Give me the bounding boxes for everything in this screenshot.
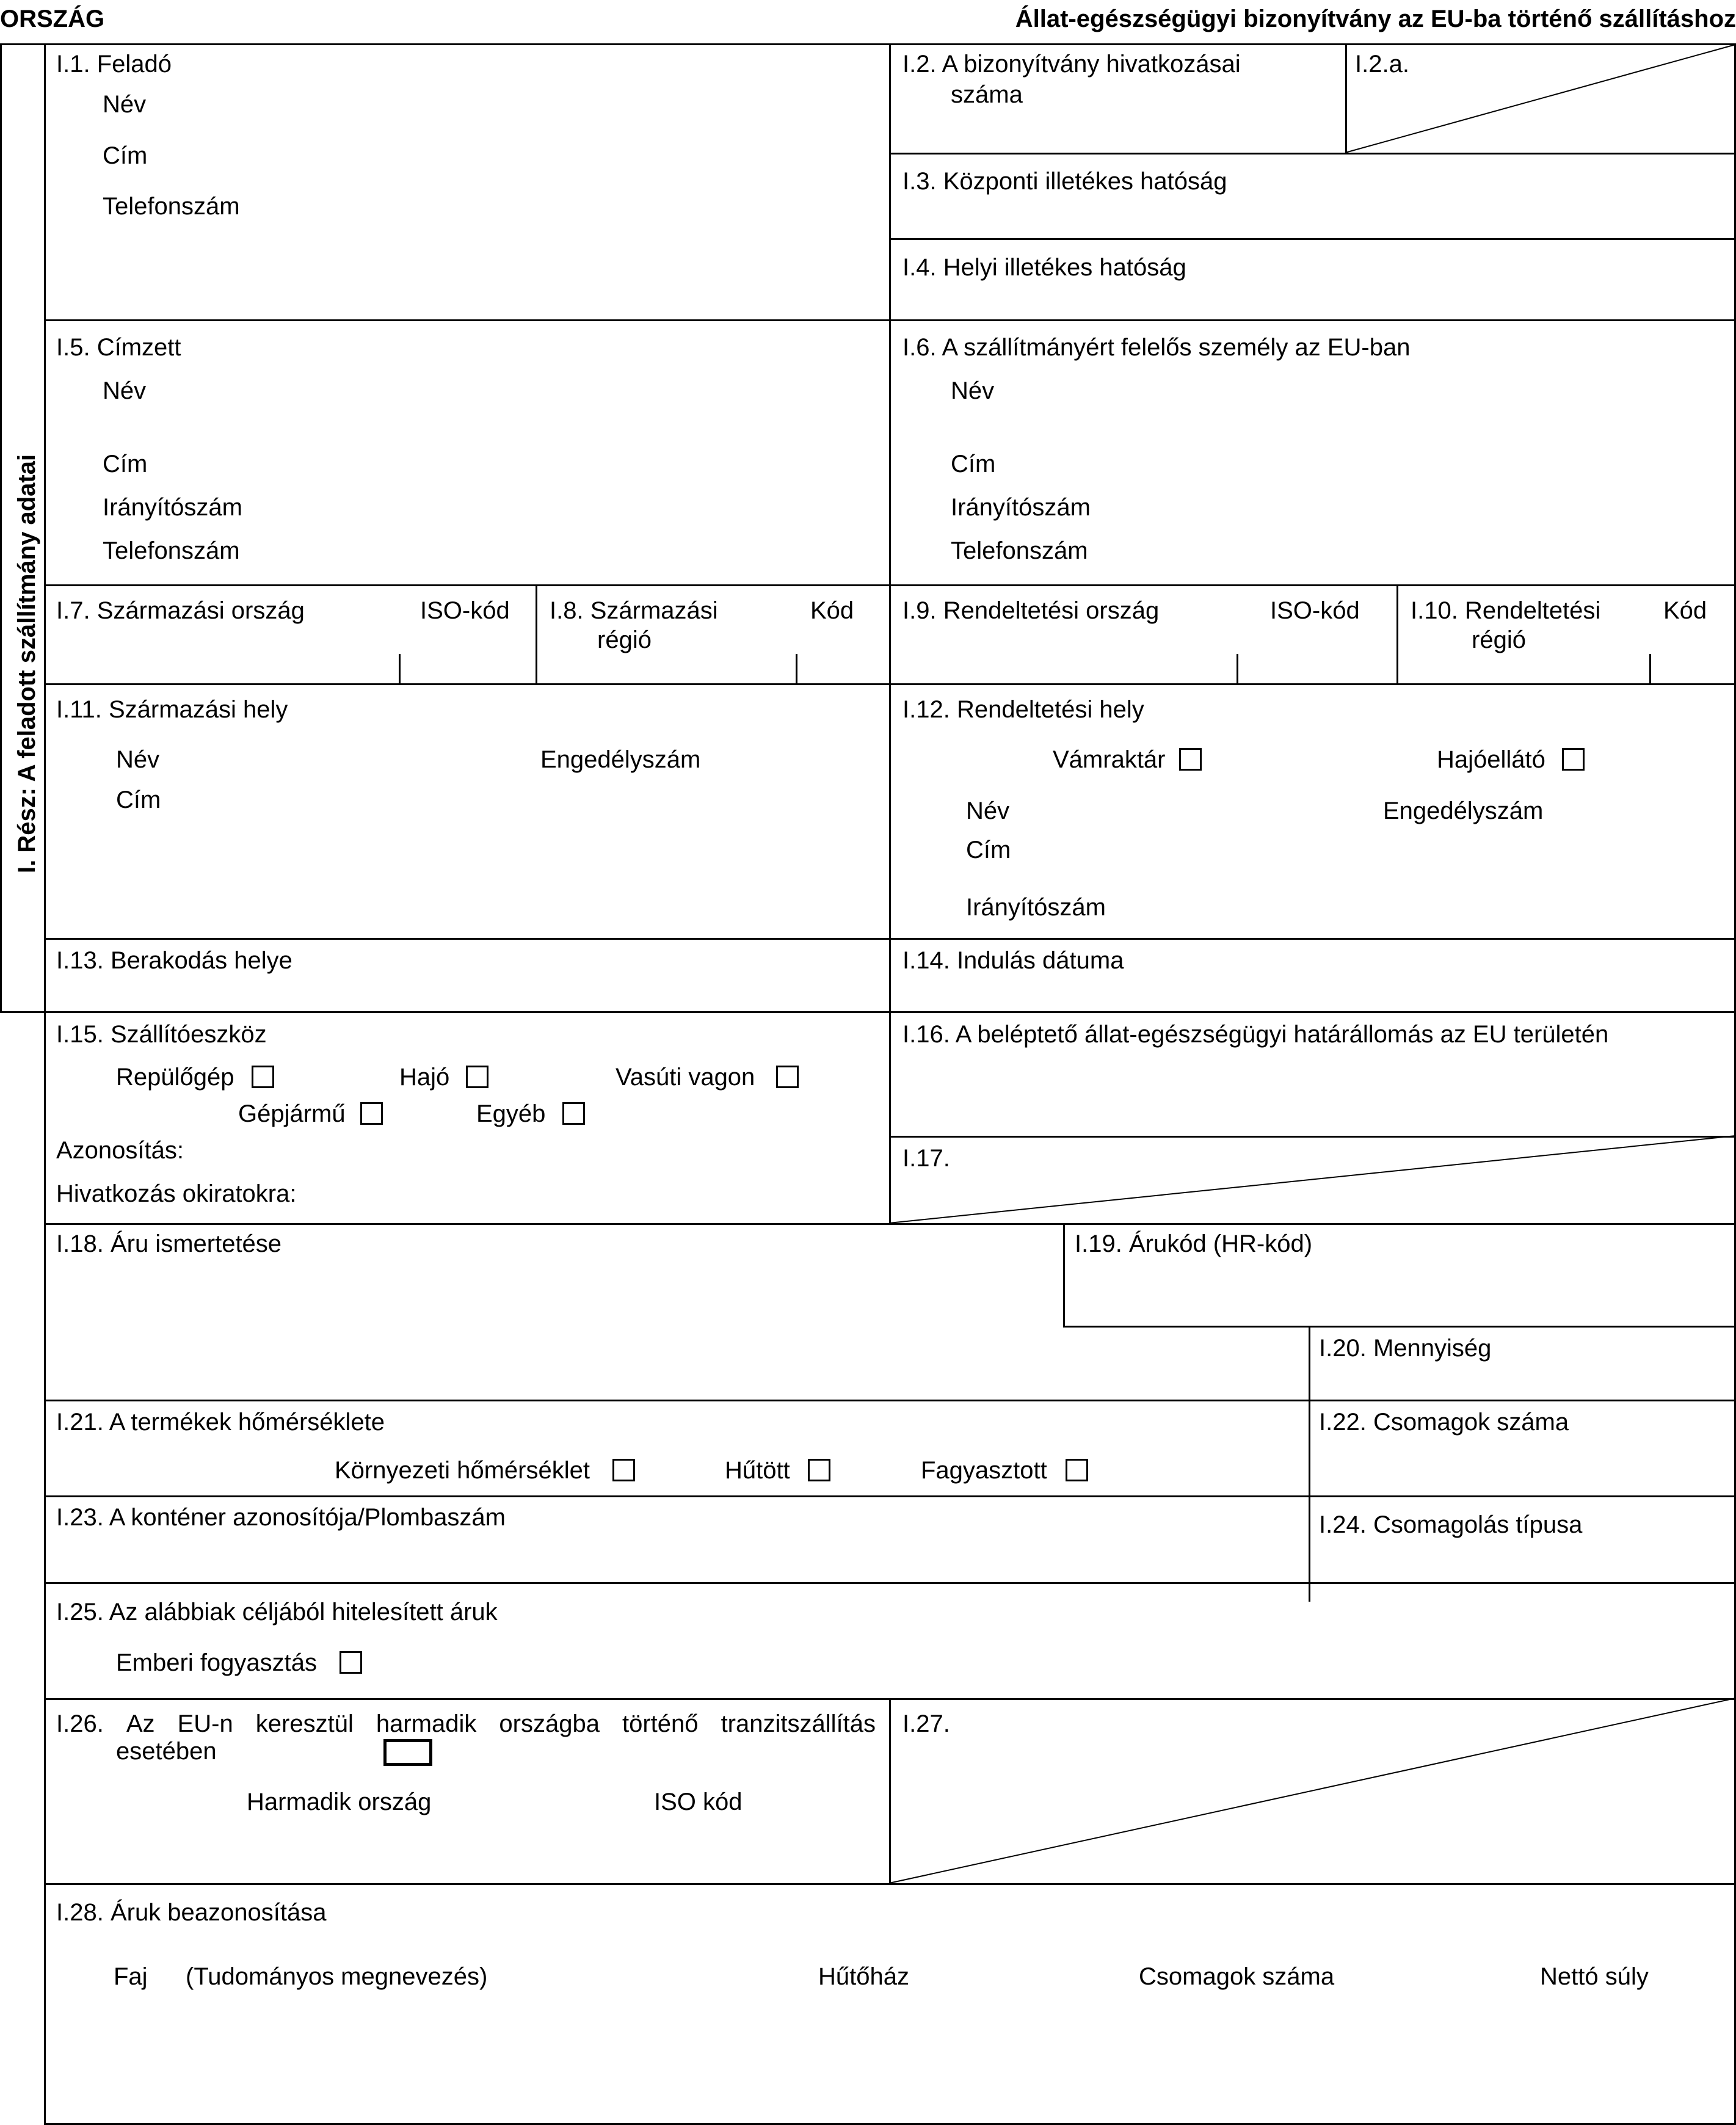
field-i2-label: I.2. A bizonyítvány hivatkozásai bbox=[903, 51, 1241, 78]
certificate-title: Állat-egészségügyi bizonyítvány az EU-ba történő szállításhoz bbox=[1015, 5, 1736, 32]
field-i4-label: I.4. Helyi illetékes hatóság bbox=[903, 254, 1186, 281]
field-i10-label-line2: régió bbox=[1472, 627, 1526, 653]
ship-checkbox[interactable] bbox=[466, 1066, 488, 1088]
field-i20-label: I.20. Mennyiség bbox=[1319, 1335, 1492, 1362]
field-i9-code: ISO-kód bbox=[1270, 597, 1360, 624]
field-i22-label: I.22. Csomagok száma bbox=[1319, 1409, 1569, 1436]
origin-name-label: Név bbox=[116, 746, 160, 773]
scientific-name-column-header: (Tudományos megnevezés) bbox=[186, 1963, 488, 1990]
other-transport-checkbox[interactable] bbox=[562, 1102, 585, 1125]
i26-word: Az bbox=[126, 1710, 155, 1737]
field-i19-label: I.19. Árukód (HR-kód) bbox=[1075, 1230, 1313, 1257]
identification-label: Azonosítás: bbox=[56, 1137, 184, 1164]
i26-word: EU-n bbox=[177, 1710, 233, 1737]
road-vehicle-checkbox[interactable] bbox=[360, 1102, 383, 1125]
cold-store-column-header: Hűtőház bbox=[818, 1963, 909, 1990]
net-weight-column-header: Nettó súly bbox=[1540, 1963, 1649, 1990]
i26-word: országba bbox=[499, 1710, 600, 1737]
aircraft-label: Repülőgép bbox=[116, 1064, 234, 1091]
i26-word: tranzitszállítás bbox=[721, 1710, 876, 1737]
aircraft-checkbox[interactable] bbox=[252, 1066, 274, 1088]
field-i25-label: I.25. Az alábbiak céljából hitelesített áruk bbox=[56, 1599, 498, 1626]
responsible-phone-label: Telefonszám bbox=[951, 537, 1088, 564]
field-i10-code: Kód bbox=[1663, 597, 1707, 624]
consignor-address-label: Cím bbox=[103, 142, 148, 169]
consignee-name-label: Név bbox=[103, 377, 147, 404]
railway-wagon-checkbox[interactable] bbox=[776, 1066, 799, 1088]
number-of-packages-column-header: Csomagok száma bbox=[1139, 1963, 1335, 1990]
field-i7-code: ISO-kód bbox=[420, 597, 510, 624]
field-i18-label: I.18. Áru ismertetése bbox=[56, 1230, 282, 1257]
responsible-postcode-label: Irányítószám bbox=[951, 494, 1091, 521]
documentary-references-label: Hivatkozás okiratokra: bbox=[56, 1180, 297, 1207]
human-consumption-label: Emberi fogyasztás bbox=[116, 1649, 318, 1676]
destination-name-label: Név bbox=[966, 797, 1010, 824]
field-i10-label: I.10. Rendeltetési bbox=[1411, 597, 1601, 624]
field-i9-label: I.9. Rendeltetési ország bbox=[903, 597, 1160, 624]
destination-approval-label: Engedélyszám bbox=[1383, 797, 1544, 824]
customs-warehouse-checkbox[interactable] bbox=[1179, 748, 1202, 771]
field-i26-label-line2: esetében bbox=[116, 1738, 217, 1765]
destination-address-label: Cím bbox=[966, 837, 1011, 863]
field-i1-label: I.1. Feladó bbox=[56, 51, 172, 78]
field-i2a-label: I.2.a. bbox=[1355, 51, 1409, 78]
human-consumption-checkbox[interactable] bbox=[340, 1651, 362, 1674]
consignee-address-label: Cím bbox=[103, 451, 148, 478]
frozen-label: Fagyasztott bbox=[921, 1457, 1047, 1484]
field-i15-label: I.15. Szállítóeszköz bbox=[56, 1021, 267, 1048]
field-i27-label: I.27. bbox=[903, 1710, 950, 1737]
field-i8-label: I.8. Származási bbox=[550, 597, 718, 624]
field-i8-code: Kód bbox=[810, 597, 854, 624]
field-i6-label: I.6. A szállítmányért felelős személy az EU-ban bbox=[903, 334, 1411, 361]
other-transport-label: Egyéb bbox=[476, 1100, 546, 1127]
ambient-temperature-checkbox[interactable] bbox=[612, 1459, 635, 1481]
field-i8-label-line2: régió bbox=[597, 627, 652, 653]
consignor-phone-label: Telefonszám bbox=[103, 193, 240, 220]
field-i17-label: I.17. bbox=[903, 1145, 950, 1172]
ship-label: Hajó bbox=[399, 1064, 450, 1091]
ship-supplier-checkbox[interactable] bbox=[1562, 748, 1585, 771]
third-country-label: Harmadik ország bbox=[247, 1789, 432, 1815]
field-i28-label: I.28. Áruk beazonosítása bbox=[56, 1899, 327, 1926]
field-i23-label: I.23. A konténer azonosítója/Plombaszám bbox=[56, 1504, 506, 1531]
consignee-phone-label: Telefonszám bbox=[103, 537, 240, 564]
railway-wagon-label: Vasúti vagon bbox=[616, 1064, 755, 1091]
frozen-checkbox[interactable] bbox=[1066, 1459, 1088, 1481]
field-i26-label bbox=[56, 1710, 876, 1738]
field-i16-label: I.16. A beléptető állat-egészségügyi határállomás az EU területén bbox=[903, 1021, 1609, 1048]
transit-checkbox[interactable] bbox=[383, 1739, 432, 1766]
field-i21-label: I.21. A termékek hőmérséklete bbox=[56, 1409, 385, 1436]
road-vehicle-label: Gépjármű bbox=[238, 1100, 346, 1127]
consignor-name-label: Név bbox=[103, 91, 147, 118]
field-i14-label: I.14. Indulás dátuma bbox=[903, 947, 1124, 974]
origin-address-label: Cím bbox=[116, 786, 161, 813]
i26-word: keresztül bbox=[255, 1710, 354, 1737]
part-one-side-label: I. Rész: A feladott szállítmány adatai bbox=[13, 454, 40, 873]
destination-postcode-label: Irányítószám bbox=[966, 894, 1106, 921]
customs-warehouse-label: Vámraktár bbox=[1053, 746, 1166, 773]
consignee-postcode-label: Irányítószám bbox=[103, 494, 242, 521]
field-i24-label: I.24. Csomagolás típusa bbox=[1319, 1511, 1583, 1538]
field-i5-label: I.5. Címzett bbox=[56, 334, 181, 361]
field-i12-label: I.12. Rendeltetési hely bbox=[903, 696, 1144, 723]
field-i2-label-line2: száma bbox=[951, 81, 1023, 108]
country-label: ORSZÁG bbox=[0, 5, 105, 32]
i26-word: harmadik bbox=[376, 1710, 477, 1737]
chilled-checkbox[interactable] bbox=[808, 1459, 830, 1481]
ambient-temperature-label: Környezeti hőmérséklet bbox=[335, 1457, 590, 1484]
field-i13-label: I.13. Berakodás helye bbox=[56, 947, 292, 974]
iso-code-label: ISO kód bbox=[654, 1789, 743, 1815]
responsible-name-label: Név bbox=[951, 377, 995, 404]
i26-word: I.26. bbox=[56, 1710, 104, 1737]
field-i3-label: I.3. Központi illetékes hatóság bbox=[903, 168, 1227, 195]
origin-approval-label: Engedélyszám bbox=[540, 746, 701, 773]
responsible-address-label: Cím bbox=[951, 451, 996, 478]
field-i11-label: I.11. Származási hely bbox=[56, 696, 288, 723]
field-i7-label: I.7. Származási ország bbox=[56, 597, 305, 624]
species-column-header: Faj bbox=[114, 1963, 148, 1990]
chilled-label: Hűtött bbox=[725, 1457, 790, 1484]
ship-supplier-label: Hajóellátó bbox=[1437, 746, 1545, 773]
i26-word: történő bbox=[622, 1710, 699, 1737]
